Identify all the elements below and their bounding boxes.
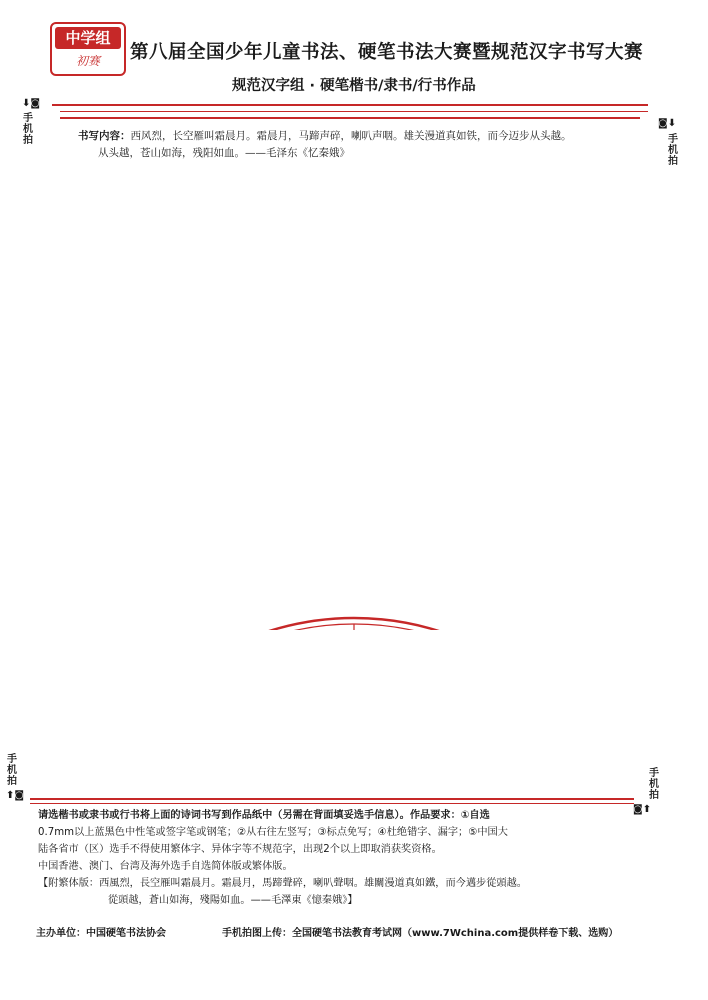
content-label: 书写内容： — [78, 130, 131, 142]
top-rule-inner — [60, 111, 648, 112]
stage-label: 初赛 — [75, 54, 100, 68]
group-label: 中学组 — [55, 27, 121, 49]
req-line-2: 0.7mm以上蓝黑色中性笔或签字笔或钢笔；②从右往左竖写；③标点免写；④杜绝错字、漏字；⑤中国大 — [38, 827, 508, 838]
req-line-4: 中国香港、澳门、台湾及海外选手自选简体版或繁体版。 — [38, 861, 293, 872]
bottom-rule — [30, 798, 634, 800]
category-subtitle: 规范汉字组 · 硬笔楷书/隶书/行书作品 — [232, 78, 476, 94]
content-line-2: 从头越，苍山如海，残阳如血。——毛泽东《忆秦娥》 — [98, 147, 350, 159]
camera-icon: ◙⬇ — [658, 118, 677, 129]
req-line-6: 從頭越，蒼山如海，殘陽如血。——毛澤東《憶秦娥》】 — [108, 895, 358, 906]
group-badge — [50, 22, 126, 76]
camera-icon: ⬆◙ — [6, 790, 25, 801]
writing-requirements — [38, 807, 628, 909]
phone-photo-mark-right: 手机拍 — [668, 134, 678, 167]
top-rule-lower — [60, 117, 640, 119]
fan-frame — [103, 618, 606, 630]
bottom-rule-inner — [30, 803, 634, 804]
req-line-1: 请选楷书或隶书或行书将上面的诗词书写到作品纸中（另需在背面填妥选手信息）。作品要求：①自选 — [38, 810, 490, 821]
organizer: 主办单位：中国硬笔书法协会 — [36, 928, 166, 939]
upload-info: 手机拍图上传：全国硬笔书法教育考试网（www.7Wchina.com提供样卷下载、选购） — [222, 928, 619, 939]
phone-photo-mark-bottom-right: 手机拍 — [649, 768, 659, 801]
content-line-1: 西风烈，长空雁叫霜晨月。霜晨月，马蹄声碎，喇叭声咽。雄关漫道真如铁，而今迈步从头越。 — [130, 130, 572, 142]
phone-photo-mark-bottom-left: 手机拍 — [7, 754, 17, 787]
camera-icon: ⬇◙ — [22, 98, 41, 109]
top-rule — [52, 104, 648, 106]
req-line-3: 陆各省市（区）选手不得使用繁体字、异体字等不规范字，出现2个以上即取消获奖资格。 — [38, 844, 442, 855]
poem-content — [78, 128, 638, 162]
fan-artwork — [0, 300, 708, 630]
phone-photo-mark-left: 手机拍 — [23, 113, 33, 146]
contest-title: 第八届全国少年儿童书法、硬笔书法大赛暨规范汉字书写大赛 — [130, 42, 644, 63]
camera-icon: ◙⬆ — [633, 804, 652, 815]
req-line-5: 【附繁体版：西風烈，長空雁叫霜晨月。霜晨月，馬蹄聲碎，喇叭聲咽。雄關漫道真如鐵，而今邁步從頭越。 — [38, 878, 527, 889]
